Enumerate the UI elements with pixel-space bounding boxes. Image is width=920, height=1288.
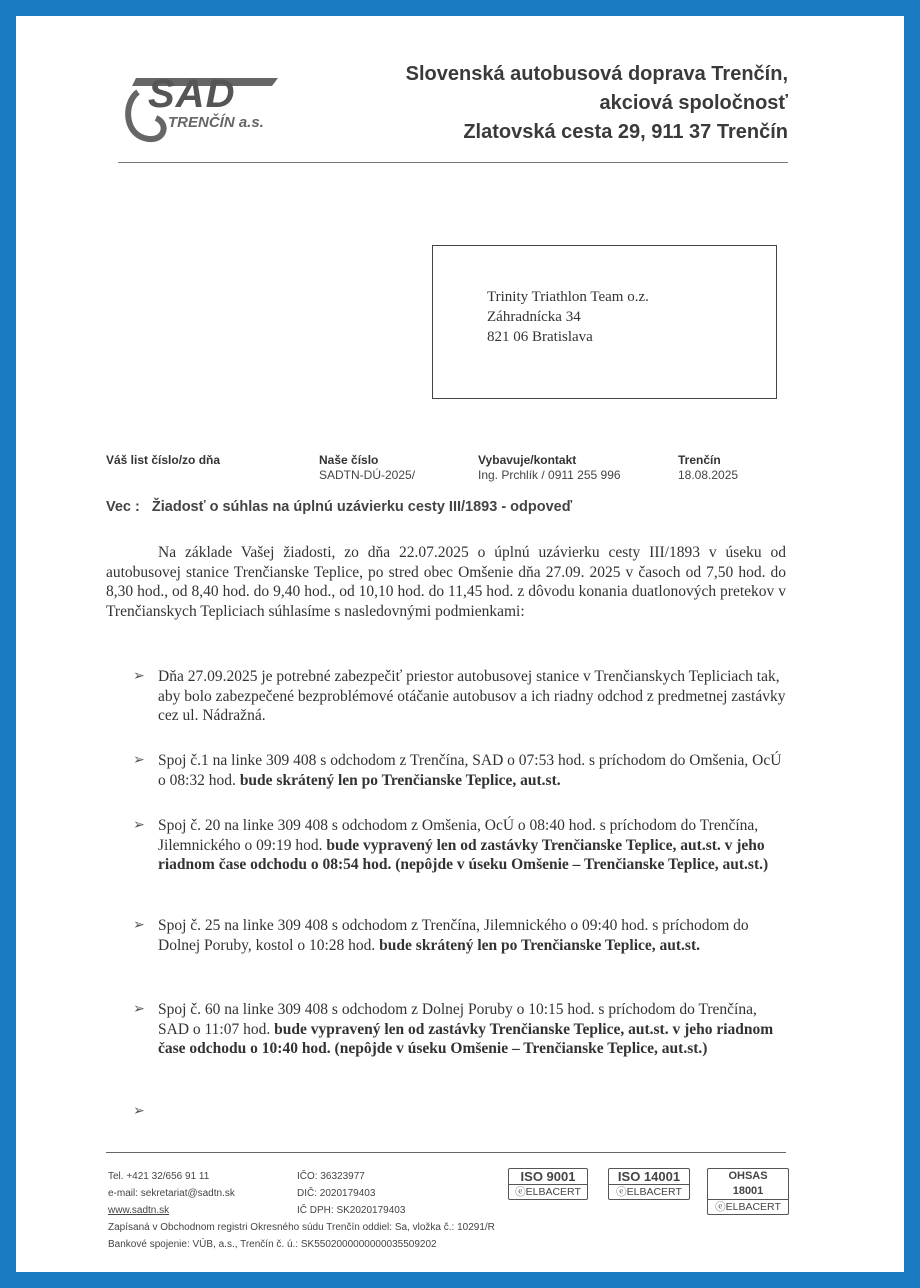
logo-city: TRENČÍN a.s. <box>168 114 264 131</box>
contact-label: Vybavuje/kontakt <box>478 453 577 467</box>
cert-title: ISO 14001 <box>609 1169 689 1185</box>
footer-registry-block <box>108 1219 495 1253</box>
footer-contact <box>108 1168 235 1219</box>
arrow-bullet-icon: ➢ <box>133 753 145 768</box>
footer-ids <box>297 1168 405 1219</box>
footer-divider <box>106 1152 786 1153</box>
company-name: Slovenská autobusová doprava Trenčín, <box>405 63 788 85</box>
company-address: Zlatovská cesta 29, 911 37 Trenčín <box>463 121 788 143</box>
cert-sub: ⓔELBACERT <box>515 1186 581 1198</box>
subject-prefix: Vec : <box>106 499 140 515</box>
arrow-bullet-icon: ➢ <box>133 818 145 833</box>
contact-value: Ing. Prchlík / 0911 255 996 <box>478 468 621 482</box>
bullet-text: Spoj č. 25 na linke 309 408 s odchodom z Trenčína, Jilemnického o 09:40 hod. s príchodom do Dolnej Poruby, kostol o 10:28 hod. <box>158 917 749 954</box>
bullet-item <box>106 816 786 875</box>
bullet-item <box>106 667 786 726</box>
our-number-field <box>319 453 415 483</box>
cert-title: OHSAS 18001 <box>708 1169 788 1200</box>
bullet-item <box>106 1000 786 1059</box>
your-letter-field <box>106 453 220 468</box>
bullet-text: Dňa 27.09.2025 je potrebné zabezpečiť priestor autobusovej stanice v Trenčianskych Tepliciach tak, aby bolo zabezpečené bezproblémové otáčanie autobusov a ich riadny odchod z predmetnej zastávky cez ul. Nádražná. <box>158 668 786 724</box>
footer-web-link[interactable]: www.sadtn.sk <box>108 1205 170 1216</box>
bullet-text: Spoj č. 60 na linke 309 408 s odchodom z Dolnej Poruby o 10:15 hod. s príchodom do Trenčína, SAD o 11:07 hod. <box>158 1001 757 1038</box>
recipient-street: Záhradnícka 34 <box>487 309 581 325</box>
bullet-bold-text: bude vypravený len od zastávky Trenčianske Teplice, aut.st. v jeho riadnom čase odchodu o 08:54 hod. (nepôjde v úseku Omšenie – Trenčianske Teplice, aut.st.) <box>158 836 769 873</box>
footer-bank: Bankové spojenie: VÚB, a.s., Trenčín č. ú.: SK5502000000000035509202 <box>108 1239 437 1250</box>
logo-text: SAD <box>148 72 236 116</box>
cert-sub: ⓔELBACERT <box>616 1186 682 1198</box>
recipient-box <box>432 245 777 399</box>
bullet-text: Spoj č.1 na linke 309 408 s odchodom z Trenčína, SAD o 07:53 hod. s príchodom do Omšenia, OcÚ o 08:32 hod. <box>158 752 782 789</box>
footer-icdph: IČ DPH: SK2020179403 <box>297 1205 406 1216</box>
footer-registry: Zapísaná v Obchodnom registri Okresného súdu Trenčín oddiel: Sa, vložka č.: 10291/R <box>108 1222 495 1233</box>
subject-line <box>106 499 572 515</box>
company-form: akciová spoločnosť <box>599 92 788 114</box>
letter-page <box>16 16 904 1272</box>
bullet-bold-text: bude vypravený len od zastávky Trenčianske Teplice, aut.st. v jeho riadnom čase odchodu o 10:40 hod. (nepôjde v úseku Omšenie – Trenčianske Teplice, aut.st.) <box>158 1020 774 1057</box>
intro-text: Na základe Vašej žiadosti, zo dňa 22.07.2025 o úplnú uzávierku cesty III/1893 v úseku od autobusovej stanice Trenčianske Teplice, po stred obec Omšenie dňa 27.09. 2025 v časoch od 7,50 hod. do 8,30 hod., od 8,40 hod. do 9,40 hod., od 10,10 hod. do 11,45 hod. z dôvodu konania duatlonových pretekov v Trenčianskych Tepliciach súhlasíme s nasledovnými podmienkami: <box>106 544 786 620</box>
arrow-bullet-icon: ➢ <box>133 918 145 933</box>
footer-tel: Tel. +421 32/656 91 11 <box>108 1171 210 1182</box>
footer-dic: DIČ: 2020179403 <box>297 1188 376 1199</box>
your-letter-label: Váš list číslo/zo dňa <box>106 453 221 467</box>
cert-badge <box>508 1168 588 1200</box>
intro-paragraph <box>106 543 786 621</box>
footer-ico: IČO: 36323977 <box>297 1171 365 1182</box>
bullet-item <box>106 916 786 955</box>
bullet-bold-text: bude skrátený len po Trenčianske Teplice, aut.st. <box>239 771 561 789</box>
cert-sub: ⓔELBACERT <box>715 1201 781 1213</box>
arrow-bullet-icon: ➢ <box>133 1104 145 1119</box>
recipient-city: 821 06 Bratislava <box>487 329 593 345</box>
our-number-value: SADTN-DÚ-2025/ <box>319 468 416 482</box>
city-label: Trenčín <box>678 453 721 467</box>
arrow-bullet-icon: ➢ <box>133 669 145 684</box>
subject-text: Žiadosť o súhlas na úplnú uzávierku cesty III/1893 - odpoveď <box>151 499 573 515</box>
our-number-label: Naše číslo <box>319 453 379 467</box>
cert-title: ISO 9001 <box>509 1169 587 1185</box>
company-header <box>406 60 788 147</box>
date-value: 18.08.2025 <box>678 468 739 482</box>
date-field <box>678 453 738 483</box>
cert-badge <box>608 1168 690 1200</box>
contact-field <box>478 453 621 483</box>
recipient-name: Trinity Triathlon Team o.z. <box>487 289 649 305</box>
bullet-item <box>106 751 786 790</box>
header-divider <box>118 162 788 163</box>
arrow-bullet-icon: ➢ <box>133 1002 145 1017</box>
bullet-bold-text: bude skrátený len po Trenčianske Teplice, aut.st. <box>379 936 700 954</box>
bullet-text: Spoj č. 20 na linke 309 408 s odchodom z Omšenia, OcÚ o 08:40 hod. s príchodom do Trenčína, Jilemnického o 09:19 hod. <box>158 817 759 854</box>
footer-email: e-mail: sekretariat@sadtn.sk <box>108 1188 235 1199</box>
cert-badge <box>707 1168 789 1215</box>
sad-logo <box>118 62 298 152</box>
